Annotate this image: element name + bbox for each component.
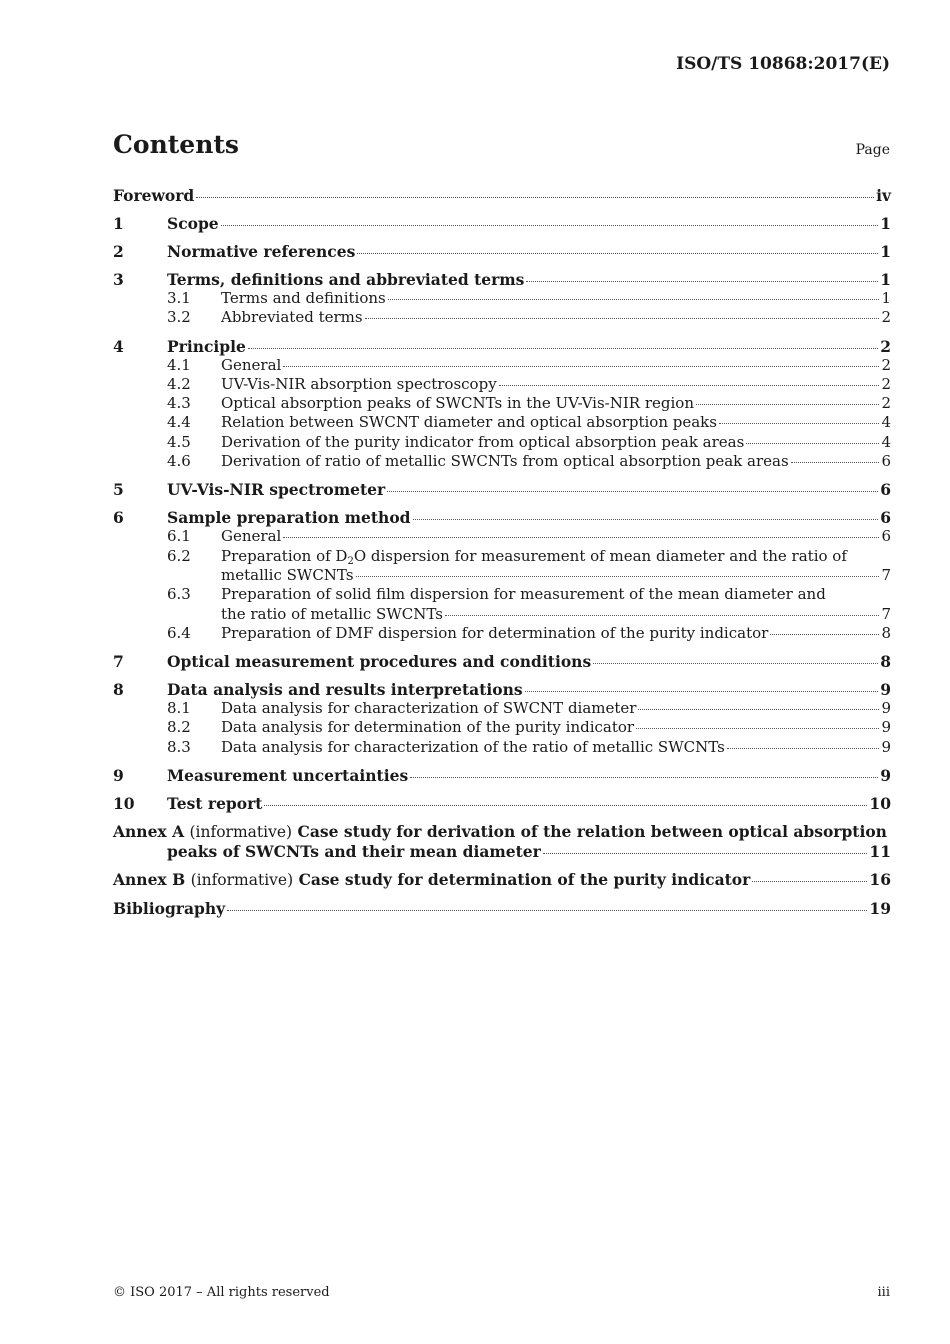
toc-number: 4.6: [167, 452, 191, 471]
toc-entry-annex-b[interactable]: [113, 870, 891, 890]
toc-entry-sample-preparation[interactable]: [113, 508, 891, 527]
toc-title: Scope: [167, 214, 219, 233]
toc-entry-foreword[interactable]: [113, 186, 891, 205]
toc-entry-8-2[interactable]: [113, 718, 891, 737]
leader-dots: [410, 777, 878, 778]
toc-entry-data-analysis[interactable]: [113, 680, 891, 699]
toc-entry-4-1[interactable]: [113, 356, 891, 375]
leader-dots: [221, 225, 879, 226]
toc-page: 9: [881, 737, 891, 756]
toc-title: peaks of SWCNTs and their mean diameter: [167, 842, 541, 862]
toc-title: metallic SWCNTs: [221, 565, 354, 584]
leader-dots: [196, 197, 874, 198]
toc-title: Foreword: [113, 186, 195, 205]
toc-title: Bibliography: [113, 899, 226, 919]
toc-page: 6: [881, 527, 891, 546]
toc-entry-spectrometer[interactable]: [113, 480, 891, 499]
toc-number: 6.2: [167, 546, 191, 565]
toc-number: 4.3: [167, 394, 191, 413]
toc-page: iv: [876, 186, 891, 205]
leader-dots: [264, 805, 867, 806]
leader-dots: [526, 281, 878, 282]
toc-page: 16: [869, 870, 891, 890]
leader-dots: [791, 462, 880, 463]
toc-entry-annex-a[interactable]: [113, 822, 891, 842]
toc-page: 19: [869, 899, 891, 919]
toc-number: 9: [113, 766, 124, 786]
toc-title: Annex B (informative) Case study for determination of the purity indicator: [113, 870, 751, 890]
toc-title: Derivation of ratio of metallic SWCNTs from optical absorption peak areas: [221, 452, 789, 471]
toc-entry-test-report[interactable]: [113, 794, 891, 813]
toc-page: 9: [880, 766, 891, 786]
leader-dots: [719, 423, 879, 424]
toc-title: Data analysis for characterization of SWCNT diameter: [221, 699, 637, 718]
toc-entry-6-2[interactable]: [113, 547, 891, 566]
toc-number: 1: [113, 214, 124, 233]
leader-dots: [413, 519, 879, 520]
toc-number: 3.1: [167, 289, 191, 307]
toc-entry-bibliography[interactable]: [113, 899, 891, 918]
toc-page: 2: [881, 374, 891, 393]
leader-dots: [387, 491, 878, 492]
page-title: Contents: [113, 130, 240, 159]
toc-title: Terms, definitions and abbreviated terms: [167, 270, 525, 289]
leader-dots: [593, 663, 878, 664]
toc-page: 9: [881, 699, 891, 718]
toc-title: Principle: [167, 336, 246, 356]
leader-dots: [283, 366, 879, 367]
toc-entry-3-2[interactable]: [113, 308, 891, 327]
toc-number: 6: [113, 508, 124, 528]
toc-page: 9: [880, 680, 891, 700]
leader-dots: [248, 348, 878, 349]
leader-dots: [770, 634, 879, 635]
toc-entry-scope[interactable]: [113, 214, 891, 233]
toc-number: 10: [113, 794, 135, 814]
leader-dots: [752, 881, 867, 882]
toc-number: 8.1: [167, 699, 191, 718]
toc-page: 1: [880, 214, 891, 233]
toc-entry-6-4[interactable]: [113, 624, 891, 643]
toc-entry-optical-measurement[interactable]: [113, 652, 891, 671]
toc-page: 4: [881, 413, 891, 432]
toc-page: 2: [881, 308, 891, 327]
page-number: iii: [877, 1285, 890, 1300]
toc-page: 1: [881, 289, 891, 307]
toc-page: 2: [880, 336, 891, 356]
toc-entry-principle[interactable]: [113, 337, 891, 356]
toc-number: 6.4: [167, 623, 191, 642]
toc-page: 8: [880, 652, 891, 672]
toc-title: UV-Vis-NIR absorption spectroscopy: [221, 374, 497, 393]
leader-dots: [357, 253, 878, 254]
toc-entry-4-6[interactable]: [113, 452, 891, 471]
toc-number: 8.3: [167, 737, 191, 756]
contents-header: [113, 130, 890, 164]
toc-page: 7: [881, 604, 891, 623]
toc-page: 1: [880, 242, 891, 261]
toc-entry-6-3-continued[interactable]: [113, 605, 891, 624]
toc-entry-4-3[interactable]: [113, 394, 891, 413]
toc-entry-8-3[interactable]: [113, 738, 891, 757]
toc-entry-8-1[interactable]: [113, 699, 891, 718]
toc-title: the ratio of metallic SWCNTs: [221, 604, 443, 623]
copyright-notice: © ISO 2017 – All rights reserved: [113, 1285, 330, 1300]
toc-page: 4: [881, 432, 891, 451]
toc-entry-4-4[interactable]: [113, 413, 891, 432]
toc-entry-6-1[interactable]: [113, 527, 891, 546]
toc-title: Terms and definitions: [221, 289, 386, 307]
toc-number: 8.2: [167, 718, 191, 737]
toc-page: 6: [880, 508, 891, 528]
toc-title: Optical absorption peaks of SWCNTs in the UV-Vis-NIR region: [221, 394, 694, 413]
leader-dots: [499, 385, 880, 386]
toc-page: 6: [881, 452, 891, 471]
toc-title: Test report: [167, 794, 263, 814]
toc-page: 7: [881, 565, 891, 584]
toc-page: 2: [881, 355, 891, 374]
leader-dots: [445, 615, 879, 616]
toc-title: Data analysis for determination of the purity indicator: [221, 718, 635, 737]
document-id: ISO/TS 10868:2017(E): [676, 54, 890, 74]
toc-title: Data analysis for characterization of the ratio of metallic SWCNTs: [221, 737, 725, 756]
toc-number: 2: [113, 242, 124, 261]
toc-number: 3: [113, 270, 124, 289]
toc-page: 11: [869, 842, 891, 862]
toc-entry-terms-definitions[interactable]: [113, 270, 891, 289]
leader-dots: [365, 318, 880, 319]
toc-number: 4: [113, 336, 124, 356]
toc-title: Measurement uncertainties: [167, 766, 409, 786]
toc-page: 8: [881, 623, 891, 642]
leader-dots: [727, 748, 880, 749]
toc-title: Sample preparation method: [167, 508, 411, 528]
toc-number: 5: [113, 480, 124, 500]
toc-page: 6: [880, 480, 891, 500]
toc-entry-measurement-uncertainties[interactable]: [113, 766, 891, 785]
toc-title: Annex A (informative) Case study for derivation of the relation between optical absorption: [113, 822, 887, 842]
table-of-contents: [113, 186, 891, 918]
toc-number: 4.4: [167, 413, 191, 432]
leader-dots: [227, 910, 867, 911]
toc-number: 4.5: [167, 432, 191, 451]
toc-page: 2: [881, 394, 891, 413]
toc-title: Optical measurement procedures and conditions: [167, 652, 592, 672]
toc-entry-3-1[interactable]: [113, 289, 891, 308]
toc-number: 3.2: [167, 308, 191, 327]
toc-title: Derivation of the purity indicator from optical absorption peak areas: [221, 432, 745, 451]
leader-dots: [543, 853, 868, 854]
toc-title: General: [221, 355, 282, 374]
leader-dots: [636, 728, 879, 729]
leader-dots: [696, 404, 879, 405]
toc-entry-4-5[interactable]: [113, 433, 891, 452]
toc-number: 4.1: [167, 355, 191, 374]
leader-dots: [525, 691, 879, 692]
toc-title: Preparation of solid film dispersion for measurement of the mean diameter and: [221, 585, 826, 604]
toc-number: 8: [113, 680, 124, 700]
toc-page: 1: [880, 270, 891, 289]
leader-dots: [283, 537, 879, 538]
toc-title: General: [221, 527, 282, 546]
toc-title: Abbreviated terms: [221, 308, 363, 327]
toc-number: 6.3: [167, 585, 191, 604]
toc-entry-normative-references[interactable]: [113, 242, 891, 261]
leader-dots: [356, 576, 880, 577]
toc-number: 4.2: [167, 374, 191, 393]
toc-entry-4-2[interactable]: [113, 375, 891, 394]
toc-entry-6-2-continued[interactable]: [113, 566, 891, 585]
toc-page: 10: [869, 794, 891, 814]
page-column-label: Page: [855, 142, 890, 158]
toc-number: 6.1: [167, 527, 191, 546]
toc-number: 7: [113, 652, 124, 672]
toc-title: Normative references: [167, 242, 356, 261]
leader-dots: [746, 443, 879, 444]
toc-title: Data analysis and results interpretations: [167, 680, 523, 700]
toc-page: 9: [881, 718, 891, 737]
toc-entry-6-3[interactable]: [113, 585, 891, 604]
toc-title: UV-Vis-NIR spectrometer: [167, 480, 386, 500]
leader-dots: [638, 709, 879, 710]
toc-entry-annex-a-continued[interactable]: [113, 842, 891, 861]
toc-title: Relation between SWCNT diameter and optical absorption peaks: [221, 413, 717, 432]
toc-title: Preparation of $D_2O$ dispersion for measurement of mean diameter and the ratio of: [221, 546, 847, 567]
toc-title: Preparation of DMF dispersion for determination of the purity indicator: [221, 623, 769, 642]
leader-dots: [388, 299, 880, 300]
